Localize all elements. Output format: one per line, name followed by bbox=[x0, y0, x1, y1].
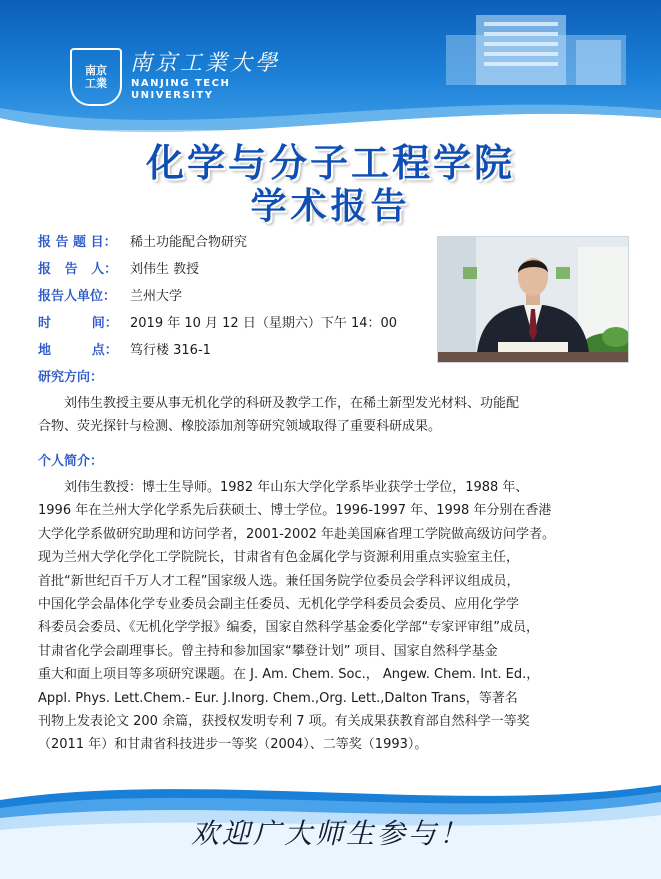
bio-line: 甘肃省化学会副理事长。曾主持和参加国家“攀登计划” 项目、国家自然科学基金 bbox=[38, 643, 498, 659]
bio-paragraph bbox=[38, 476, 630, 757]
place-value: 笃行楼 316-1 bbox=[130, 343, 211, 358]
school-title: 化学与分子工程学院 bbox=[145, 140, 515, 185]
research-heading: 研究方向： bbox=[38, 370, 104, 385]
topic-value: 稀土功能配合物研究 bbox=[130, 235, 248, 250]
campus-building-illustration bbox=[436, 10, 636, 85]
university-name-en-line1: NANJING TECH bbox=[131, 78, 231, 89]
bio-line: 刘伟生教授：博士生导师。1982 年山东大学化学系毕业获学士学位，1988 年、 bbox=[64, 480, 529, 495]
affiliation-value: 兰州大学 bbox=[130, 289, 183, 304]
bio-line: 现为兰州大学化学化工学院院长，甘肃省有色金属化学与资源利用重点实验室主任， bbox=[38, 550, 520, 566]
info-row-speaker bbox=[38, 258, 199, 282]
bio-line: （2011 年）和甘肃省科技进步一等奖（2004）、二等奖（1993）。 bbox=[38, 737, 428, 753]
speaker-label: 报 告 人： bbox=[38, 262, 118, 277]
info-row-affiliation bbox=[38, 285, 182, 309]
research-paragraph bbox=[38, 392, 630, 439]
speaker-value: 刘伟生 教授 bbox=[130, 262, 200, 277]
bio-line: 大学化学系做研究助理和访问学者，2001-2002 年赴美国麻省理工学院做高级访问学者。 bbox=[38, 526, 555, 542]
info-row-place bbox=[38, 339, 211, 363]
time-label: 时 间： bbox=[38, 316, 118, 331]
bio-heading: 个人简介： bbox=[38, 454, 104, 469]
university-name-en-line2: UNIVERSITY bbox=[131, 90, 214, 101]
info-row-topic bbox=[38, 231, 247, 255]
info-row-time bbox=[38, 312, 397, 336]
event-title: 学术报告 bbox=[250, 185, 411, 227]
bio-line: 科委员会委员、《无机化学学报》编委，国家自然科学基金委化学部“专家评审组”成员， bbox=[38, 620, 539, 636]
topic-label: 报 告 题 目： bbox=[38, 235, 117, 250]
university-name-cn: 南京工業大學 bbox=[130, 51, 281, 76]
time-value: 2019 年 10 月 12 日（星期六）下午 14：00 bbox=[130, 316, 398, 331]
place-label: 地 点： bbox=[38, 343, 118, 358]
bio-line: 刊物上发表论文 200 余篇，获授权发明专利 7 项。有关成果获教育部自然科学一等奖 bbox=[38, 714, 530, 730]
affiliation-label: 报告人单位： bbox=[38, 289, 117, 304]
speaker-photo bbox=[437, 236, 629, 363]
university-seal-logo: 南京 工業 bbox=[70, 48, 122, 106]
bio-line: 重大和面上项目等多项研究课题。在 J. Am. Chem. Soc.， Angew. Chem. Int. Ed.， bbox=[38, 667, 540, 683]
welcome-slogan: 欢迎广大师生参与！ bbox=[190, 817, 470, 850]
bio-line: Appl. Phys. Lett.Chem.- Eur. J.Inorg. Chem.,Org. Lett.,Dalton Trans，等著名 bbox=[38, 690, 518, 706]
research-line: 合物、荧光探针与检测、橡胶添加剂等研究领域取得了重要科研成果。 bbox=[38, 419, 442, 435]
bio-line: 1996 年在兰州大学化学系先后获硕士、博士学位。1996-1997 年、1998 年分别在香港 bbox=[38, 503, 552, 519]
bio-line: 中国化学会晶体化学专业委员会副主任委员、无机化学学科委员会委员、应用化学学 bbox=[38, 597, 520, 613]
bio-line: 首批“新世纪百千万人才工程”国家级人选。兼任国务院学位委员会学科评议组成员， bbox=[38, 573, 520, 589]
research-line: 刘伟生教授主要从事无机化学的科研及教学工作，在稀土新型发光材料、功能配 bbox=[64, 396, 520, 411]
